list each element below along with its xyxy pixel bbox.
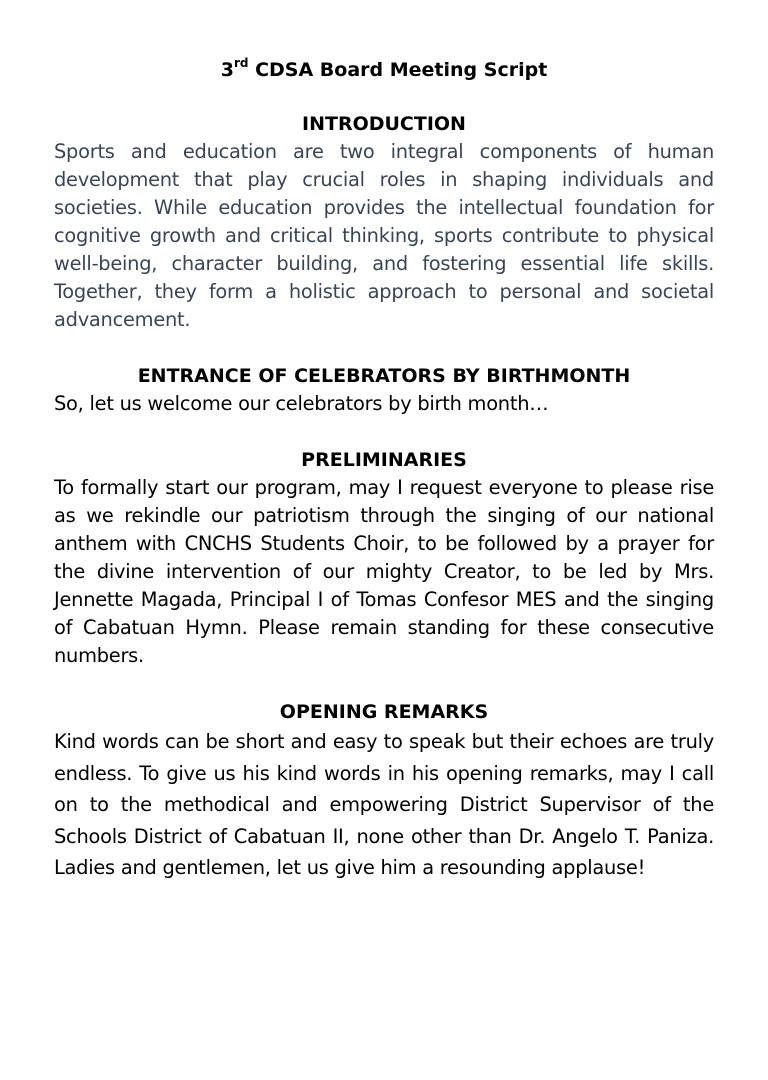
title-ordinal-suffix: rd [233, 55, 249, 70]
opening-remarks-section [54, 698, 714, 884]
opening-remarks-paragraph: Kind words can be short and easy to speak but their echoes are truly endless. To give us his kind words in his opening remarks, may I call on to the methodical and empowering District Supervisor of the Schools District of Cabatuan II, none other than Dr. Angelo T. Paniza. Ladies and gentlemen, let us give him a resounding applause! [54, 730, 714, 879]
title-ordinal: 3 [220, 59, 234, 81]
document-title [54, 56, 714, 84]
preliminaries-paragraph: To formally start our program, may I request everyone to please rise as we rekindle our patriotism through the singing of our national anthem with CNCHS Students Choir, to be followed by a prayer for the divine intervention of our mighty Creator, to be led by Mrs. Jennette Magada, Principal I of Tomas Confesor MES and the singing of Cabatuan Hymn. Please remain standing for these consecutive numbers. [54, 476, 714, 667]
introduction-section [54, 110, 714, 334]
entrance-section [54, 362, 714, 418]
entrance-paragraph: So, let us welcome our celebrators by birth month… [54, 392, 549, 415]
document-page [0, 56, 768, 1080]
introduction-heading: INTRODUCTION [302, 113, 466, 135]
preliminaries-section [54, 446, 714, 670]
preliminaries-heading: PRELIMINARIES [301, 449, 467, 471]
entrance-heading: ENTRANCE OF CELEBRATORS BY BIRTHMONTH [137, 365, 631, 387]
title-text: CDSA Board Meeting Script [248, 59, 548, 81]
introduction-paragraph: Sports and education are two integral components of human development that play crucial roles in shaping individuals and societies. While education provides the intellectual foundation for cognitive growth and critical thinking, sports contribute to physical well-being, character building, and fostering essential life skills. Together, they form a holistic approach to personal and societal advancement. [54, 140, 714, 331]
opening-remarks-heading: OPENING REMARKS [279, 701, 489, 723]
